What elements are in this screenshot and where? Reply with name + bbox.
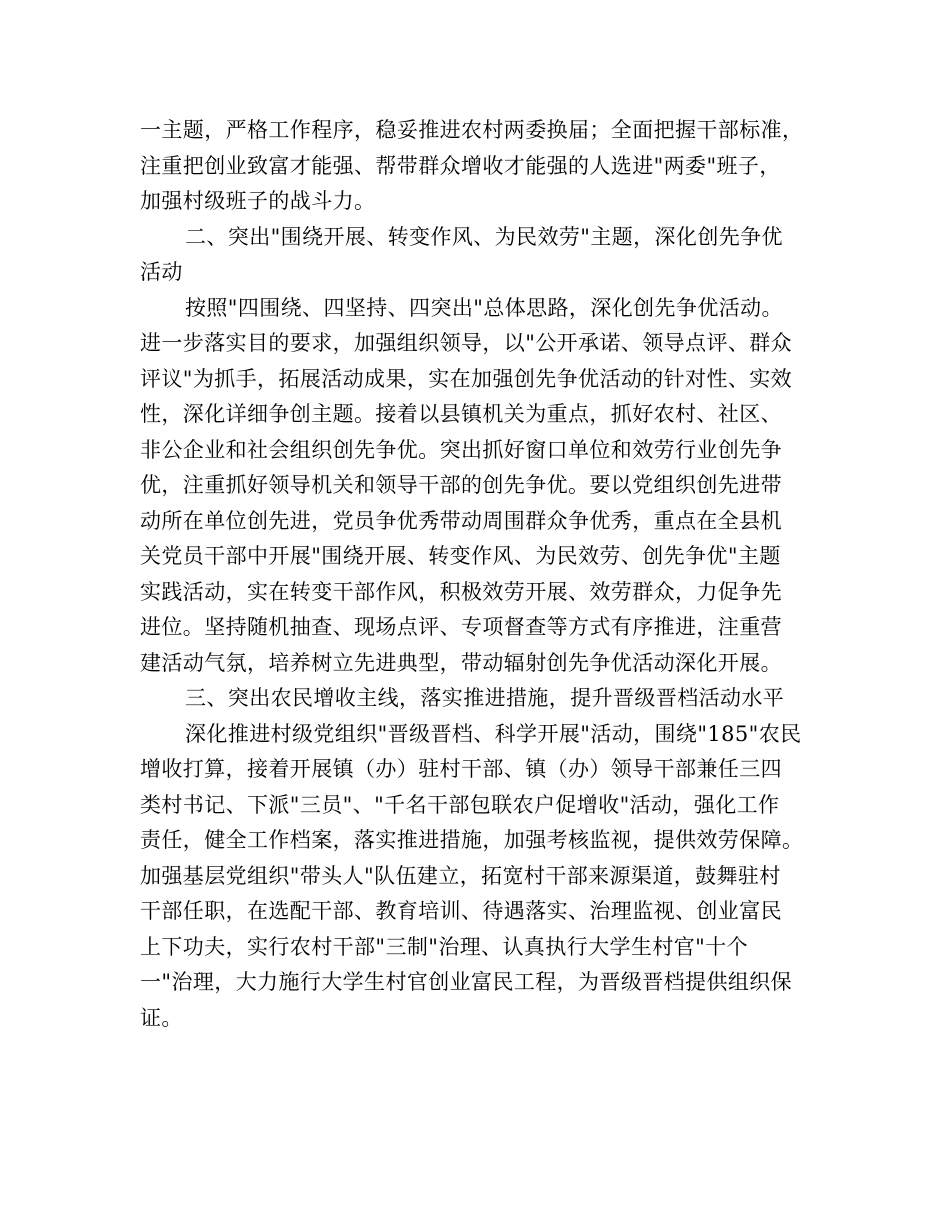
text-line: 进位。坚持随机抽查、现场点评、专项督查等方式有序推进，注重营	[140, 615, 782, 639]
text-line: 上下功夫，实行农村干部"三制"治理、认真执行大学生村官"十个	[140, 934, 748, 959]
text-line: 干部任职，在选配干部、教育培训、待遇落实、治理监视、创业富民	[140, 899, 782, 923]
text-line: 优，注重抓好领导机关和领导干部的创先争优。要以党组织创先进带	[140, 473, 782, 497]
section-heading-3: 三、突出农民增收主线，落实推进措施，提升晋级晋档活动水平	[185, 686, 785, 710]
document-body	[140, 113, 840, 1036]
text-line: 关党员干部中开展"围绕开展、转变作风、为民效劳、创先争优"主题	[140, 544, 781, 568]
text-line: 责任，健全工作档案，落实推进措施，加强考核监视，提供效劳保障。	[140, 828, 804, 852]
text-line: 一主题，严格工作程序，稳妥推进农村两委换届；全面把握干部标准，	[140, 118, 804, 142]
text-line: 非公企业和社会组织创先争优。突出抓好窗口单位和效劳行业创先争	[140, 437, 782, 462]
text-line: 加强基层党组织"带头人"队伍建立，拓宽村干部来源渠道，鼓舞驻村	[140, 863, 781, 888]
text-line: 按照"四围绕、四坚持、四突出"总体思路，深化创先争优活动。	[185, 295, 783, 320]
section-heading-2-continued: 活动	[140, 260, 183, 284]
text-line: 动所在单位创先进，党员争优秀带动周围群众争优秀，重点在全县机	[140, 508, 782, 533]
text-line: 注重把创业致富才能强、帮带群众增收才能强的人选进"两委"班子，	[140, 153, 781, 178]
text-line: 建活动气氛，培养树立先进典型，带动辐射创先争优活动深化开展。	[140, 650, 782, 675]
text-line: 深化推进村级党组织"晋级晋档、科学开展"活动，围绕"185"农民	[185, 721, 802, 746]
text-line: 性，深化详细争创主题。接着以县镇机关为重点，抓好农村、社区、	[140, 402, 782, 426]
text-line: 实践活动，实在转变干部作风，积极效劳开展、效劳群众，力促争先	[140, 579, 782, 604]
text-line: 一"治理，大力施行大学生村官创业富民工程，为晋级晋档提供组织保	[140, 970, 793, 994]
text-line: 加强村级班子的战斗力。	[140, 189, 376, 213]
text-line: 进一步落实目的要求，加强组织领导，以"公开承诺、领导点评、群众	[140, 331, 793, 355]
section-heading-2: 二、突出"围绕开展、转变作风、为民效劳"主题，深化创先争优	[185, 224, 783, 249]
text-line: 评议"为抓手，拓展活动成果，实在加强创先争优活动的针对性、实效	[140, 366, 793, 391]
text-line: 类村书记、下派"三员"、"千名干部包联农户促增收"活动，强化工作	[140, 792, 780, 817]
text-line: 增收打算，接着开展镇（办）驻村干部、镇（办）领导干部兼任三四	[140, 757, 782, 781]
text-line: 证。	[140, 1005, 183, 1030]
